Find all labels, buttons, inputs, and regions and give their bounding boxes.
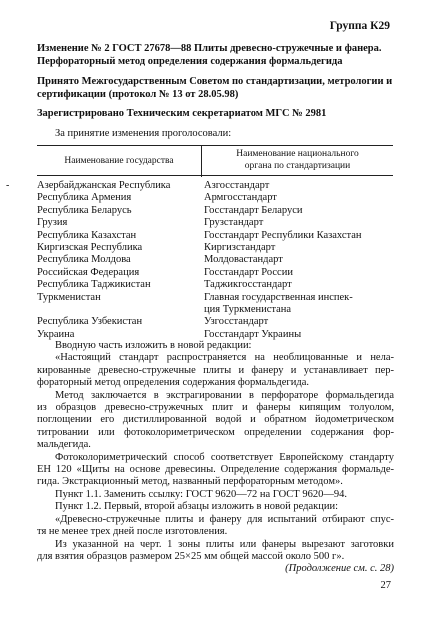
body-cell: Госстандарт Украины: [204, 328, 302, 340]
adopted-by-line-2: сертификации (протокол № 13 от 28.05.98): [37, 89, 239, 100]
table-row: [37, 267, 393, 279]
registration-line: Зарегистрировано Техническим секретариатом МГС № 2981: [37, 108, 327, 119]
body-cell: Киргизстандарт: [204, 241, 276, 253]
state-cell: Республика Беларусь: [37, 204, 132, 216]
body-cell: Госстандарт России: [204, 266, 293, 278]
table-row: [37, 279, 393, 291]
col-header-body: [202, 149, 393, 172]
state-cell: Украина: [37, 328, 75, 340]
table-row: [37, 254, 393, 266]
paragraph-line: кированные древесно-стружечные плиты и фанеру и устанавливает пер-: [37, 364, 394, 376]
continuation-note: (Продолжение см. с. 28): [285, 563, 394, 575]
body-cell-line-1: Главная государственная инспек-: [204, 291, 353, 303]
paragraph-line: Пункт 1.1. Заменить ссылку: ГОСТ 9620—72 на ГОСТ 9620—94.: [55, 488, 347, 500]
margin-mark: -: [6, 180, 10, 191]
state-cell: Российская Федерация: [37, 266, 140, 278]
body-cell: Госстандарт Беларуси: [204, 204, 303, 216]
paragraph-line: «Древесно-стружечные плиты и фанеру для испытаний отбирают спус-: [55, 513, 394, 525]
paragraph-line: титровании или фотоколориметрическом определении содержания фор-: [37, 426, 394, 438]
state-cell: Республика Узбекистан: [37, 316, 143, 328]
state-cell: Республика Таджикистан: [37, 279, 151, 291]
paragraph-line: из образцов древесно-стружечных плит и фанеры кипящим толуолом,: [37, 402, 394, 414]
paragraph-line: Вводную часть изложить в новой редакции:: [55, 340, 252, 351]
paragraph-line: Метод заключается в экстрагировании в перфораторе формальдегида: [55, 389, 394, 401]
voting-table-body: [37, 180, 393, 341]
body-cell: Госстандарт Республики Казахстан: [204, 229, 362, 241]
body-cell: Молдовастандарт: [204, 254, 283, 266]
voting-intro: За принятие изменения проголосовали:: [55, 128, 232, 139]
paragraph-line: поглощении его дистиллированной водой и обратном йодометрическом: [37, 414, 394, 426]
paragraph-line: для взятия образцов размером 25×25 мм общей массой около 500 г».: [37, 550, 345, 562]
state-cell: Республика Армения: [37, 192, 132, 204]
amendment-title-line-1: Изменение № 2 ГОСТ 27678—88 Плиты древесно-стружечные и фанера.: [37, 43, 382, 54]
state-cell: Азербайджанская Республика: [37, 180, 171, 191]
adopted-by-line-1: Принято Межгосударственным Советом по стандартизации, метрологии и: [37, 76, 393, 87]
group-code: Группа К29: [329, 20, 390, 32]
state-cell: Грузия: [37, 217, 68, 229]
paragraph-line: Пункт 1.2. Первый, второй абзацы изложить в новой редакции:: [55, 501, 338, 513]
col-header-body-line-2: органа по стандартизации: [244, 160, 351, 171]
body-cell: Грузстандарт: [204, 217, 264, 229]
table-row: [37, 180, 393, 192]
paragraph-line: Фотоколориметрический способ соответствует Европейскому стандарту: [55, 451, 394, 463]
table-row: [37, 217, 393, 229]
paragraph-line: фораторный метод определения содержания формальдегида.: [37, 377, 309, 389]
body-text: [37, 340, 394, 576]
table-row: [37, 242, 393, 254]
body-cell: Азгосстандарт: [204, 180, 270, 191]
table-row: [37, 230, 393, 242]
paragraph-line: «Настоящий стандарт распространяется на необлицованные и нела-: [55, 352, 394, 364]
col-header-state: Наименование государства: [64, 156, 174, 166]
body-cell-line-2: ция Туркменистана: [204, 303, 292, 315]
paragraph-line: мальдегида.: [37, 439, 91, 451]
body-cell: [204, 292, 394, 317]
body-cell: Таджикгосстандарт: [204, 279, 292, 291]
paragraph-line: тя не менее трех дней после изготовления.: [37, 526, 228, 538]
state-cell: Республика Казахстан: [37, 229, 137, 241]
table-row: [37, 292, 393, 317]
col-header-body-line-1: Наименование национального: [236, 149, 359, 159]
state-cell: Туркменистан: [37, 291, 101, 303]
state-cell: Республика Молдова: [37, 254, 131, 266]
table-header: [37, 145, 393, 176]
paragraph-line: Из указанной на черт. 1 зоны плиты или фанеры вырезают заготовки: [55, 538, 394, 550]
table-row: [37, 316, 393, 328]
state-cell: Киргизская Республика: [37, 241, 143, 253]
body-cell: Узгосстандарт: [204, 316, 269, 328]
body-cell: Армгосстандарт: [204, 192, 277, 204]
paragraph-line: ЕН 120 «Щиты на основе древесины. Определение содержания формальде-: [37, 464, 394, 476]
paragraph-line: гида. Экстракционный метод, названный перфораторным методом».: [37, 476, 343, 488]
table-row: [37, 205, 393, 217]
page-number: 27: [380, 580, 391, 591]
table-row: [37, 192, 393, 204]
amendment-title-line-2: Перфораторный метод определения содержания формальдегида: [37, 56, 343, 67]
